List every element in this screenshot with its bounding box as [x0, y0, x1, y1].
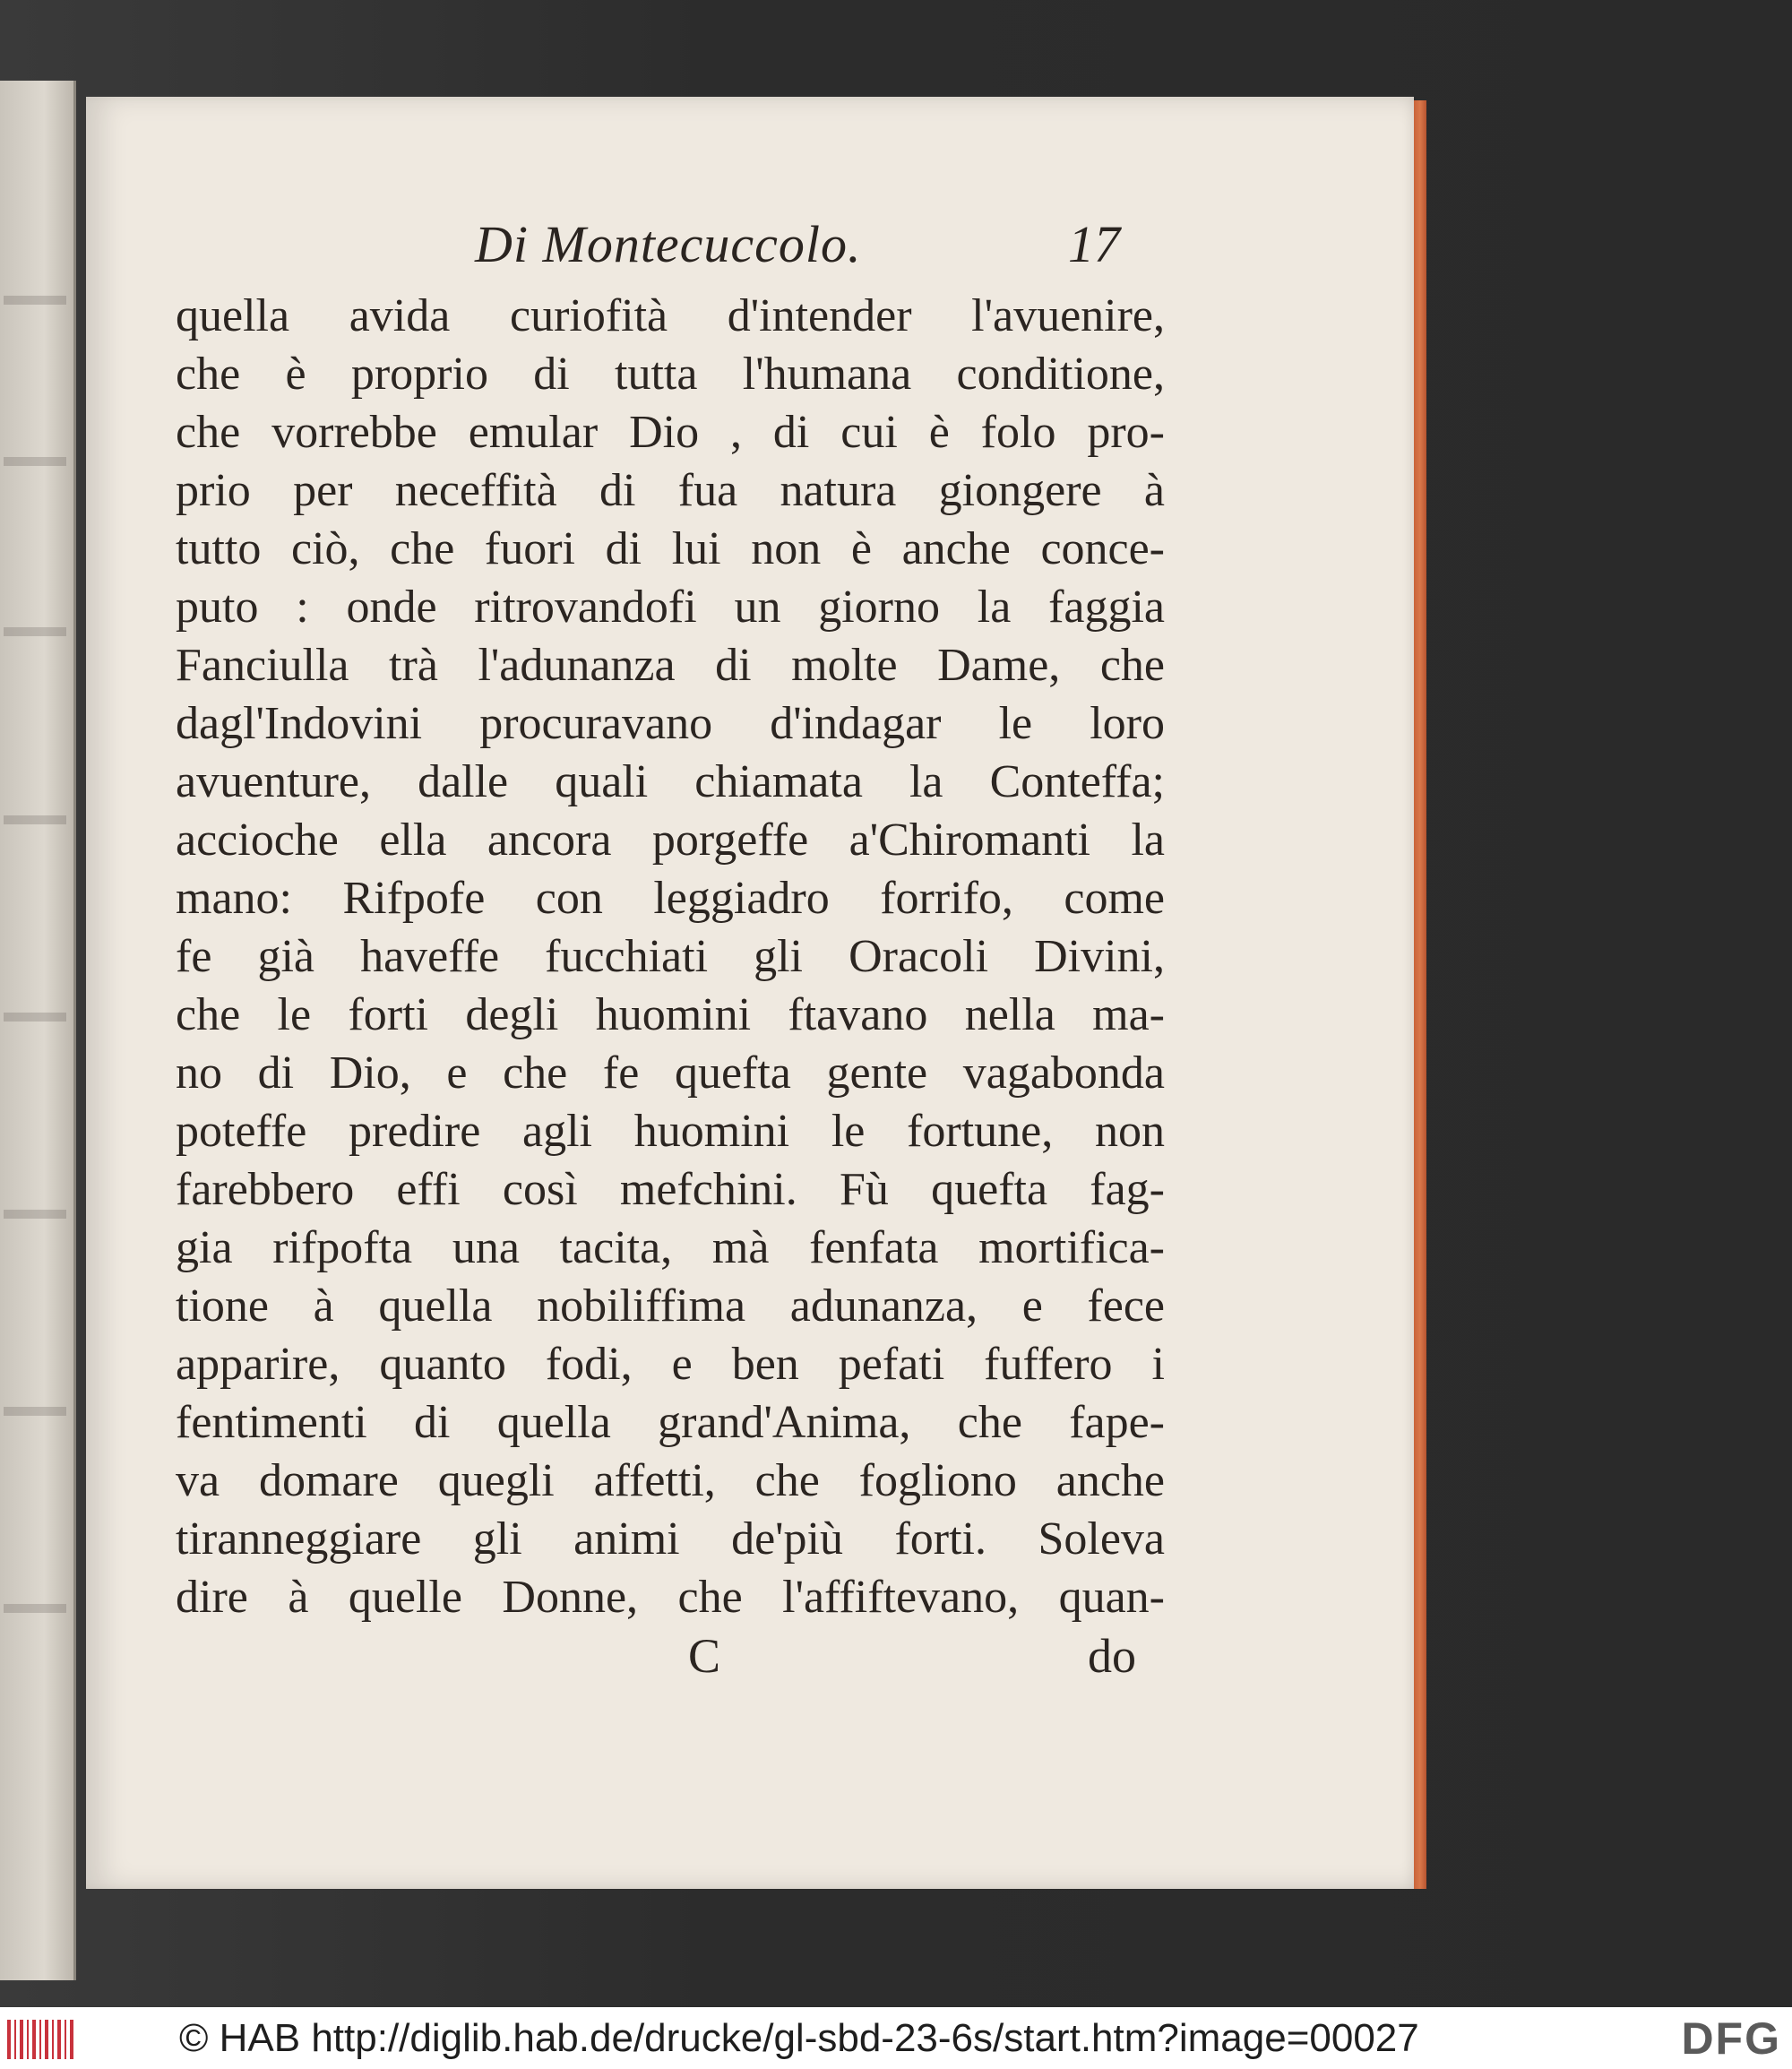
text-line: dagl'Indovini procuravano d'indagar le loro [176, 698, 1165, 749]
text-line: poteffe predire agli huomini le fortune, non [176, 1106, 1165, 1157]
text-line: tiranneggiare gli animi de'più forti. Soleva [176, 1513, 1165, 1565]
text-line: tione à quella nobiliffima adunanza, e fece [176, 1280, 1165, 1332]
text-line: fe già haveffe fucchiati gli Oracoli Divini, [176, 931, 1165, 982]
text-line: gia rifpofta una tacita, mà fenfata mortifica- [176, 1222, 1165, 1273]
bleed-through-mark [4, 815, 66, 824]
text-line: Fanciulla trà l'adunanza di molte Dame, che [176, 640, 1165, 691]
bleed-through-mark [4, 627, 66, 636]
body-text [176, 287, 1165, 1626]
red-page-edge [1414, 100, 1426, 1889]
bleed-through-mark [4, 1210, 66, 1219]
text-line: tutto ciò, che fuori di lui non è anche conce- [176, 523, 1165, 574]
text-line: no di Dio, e che fe quefta gente vagabonda [176, 1047, 1165, 1099]
text-line: prio per neceffità di fua natura giongere à [176, 465, 1165, 516]
text-line: che è proprio di tutta l'humana conditione, [176, 349, 1165, 400]
text-line: che vorrebbe emular Dio , di cui è folo pro- [176, 407, 1165, 458]
previous-page-edge [0, 81, 76, 1980]
page-number: 17 [1068, 215, 1120, 273]
running-head [475, 213, 1120, 285]
bleed-through-mark [4, 1013, 66, 1022]
bleed-through-mark [4, 1407, 66, 1416]
signature-mark: C [688, 1629, 721, 1683]
text-line: puto : onde ritrovandofi un giorno la faggia [176, 582, 1165, 633]
text-line: apparire, quanto fodi, e ben pefati fuffero i [176, 1339, 1165, 1390]
bleed-through-mark [4, 457, 66, 466]
barcode-icon [7, 2020, 77, 2059]
text-line: quella avida curiofità d'intender l'avuenire, [176, 290, 1165, 341]
text-line: fentimenti di quella grand'Anima, che fape- [176, 1397, 1165, 1448]
bleed-through-mark [4, 296, 66, 305]
bleed-through-mark [4, 1604, 66, 1613]
running-head-title: Di Montecuccolo. [475, 215, 862, 273]
credit-url: © HAB http://diglib.hab.de/drucke/gl-sbd-23-6s/start.htm?image=00027 [179, 2016, 1419, 2060]
text-line: mano: Rifpofe con leggiadro forrifo, come [176, 873, 1165, 924]
credit-bar [0, 2007, 1792, 2069]
text-line: va domare quegli affetti, che fogliono anche [176, 1455, 1165, 1506]
text-line: farebbero effi così mefchini. Fù quefta fag- [176, 1164, 1165, 1215]
text-line: accioche ella ancora porgeffe a'Chiromanti la [176, 815, 1165, 866]
page-footer [176, 1626, 1165, 1685]
dfg-logo: DFG [1681, 2013, 1781, 2064]
catchword: do [1088, 1629, 1136, 1683]
text-line: dire à quelle Donne, che l'affiftevano, quan- [176, 1572, 1165, 1623]
text-line: avuenture, dalle quali chiamata la Conteffa; [176, 756, 1165, 807]
text-line: che le forti degli huomini ftavano nella ma- [176, 989, 1165, 1040]
